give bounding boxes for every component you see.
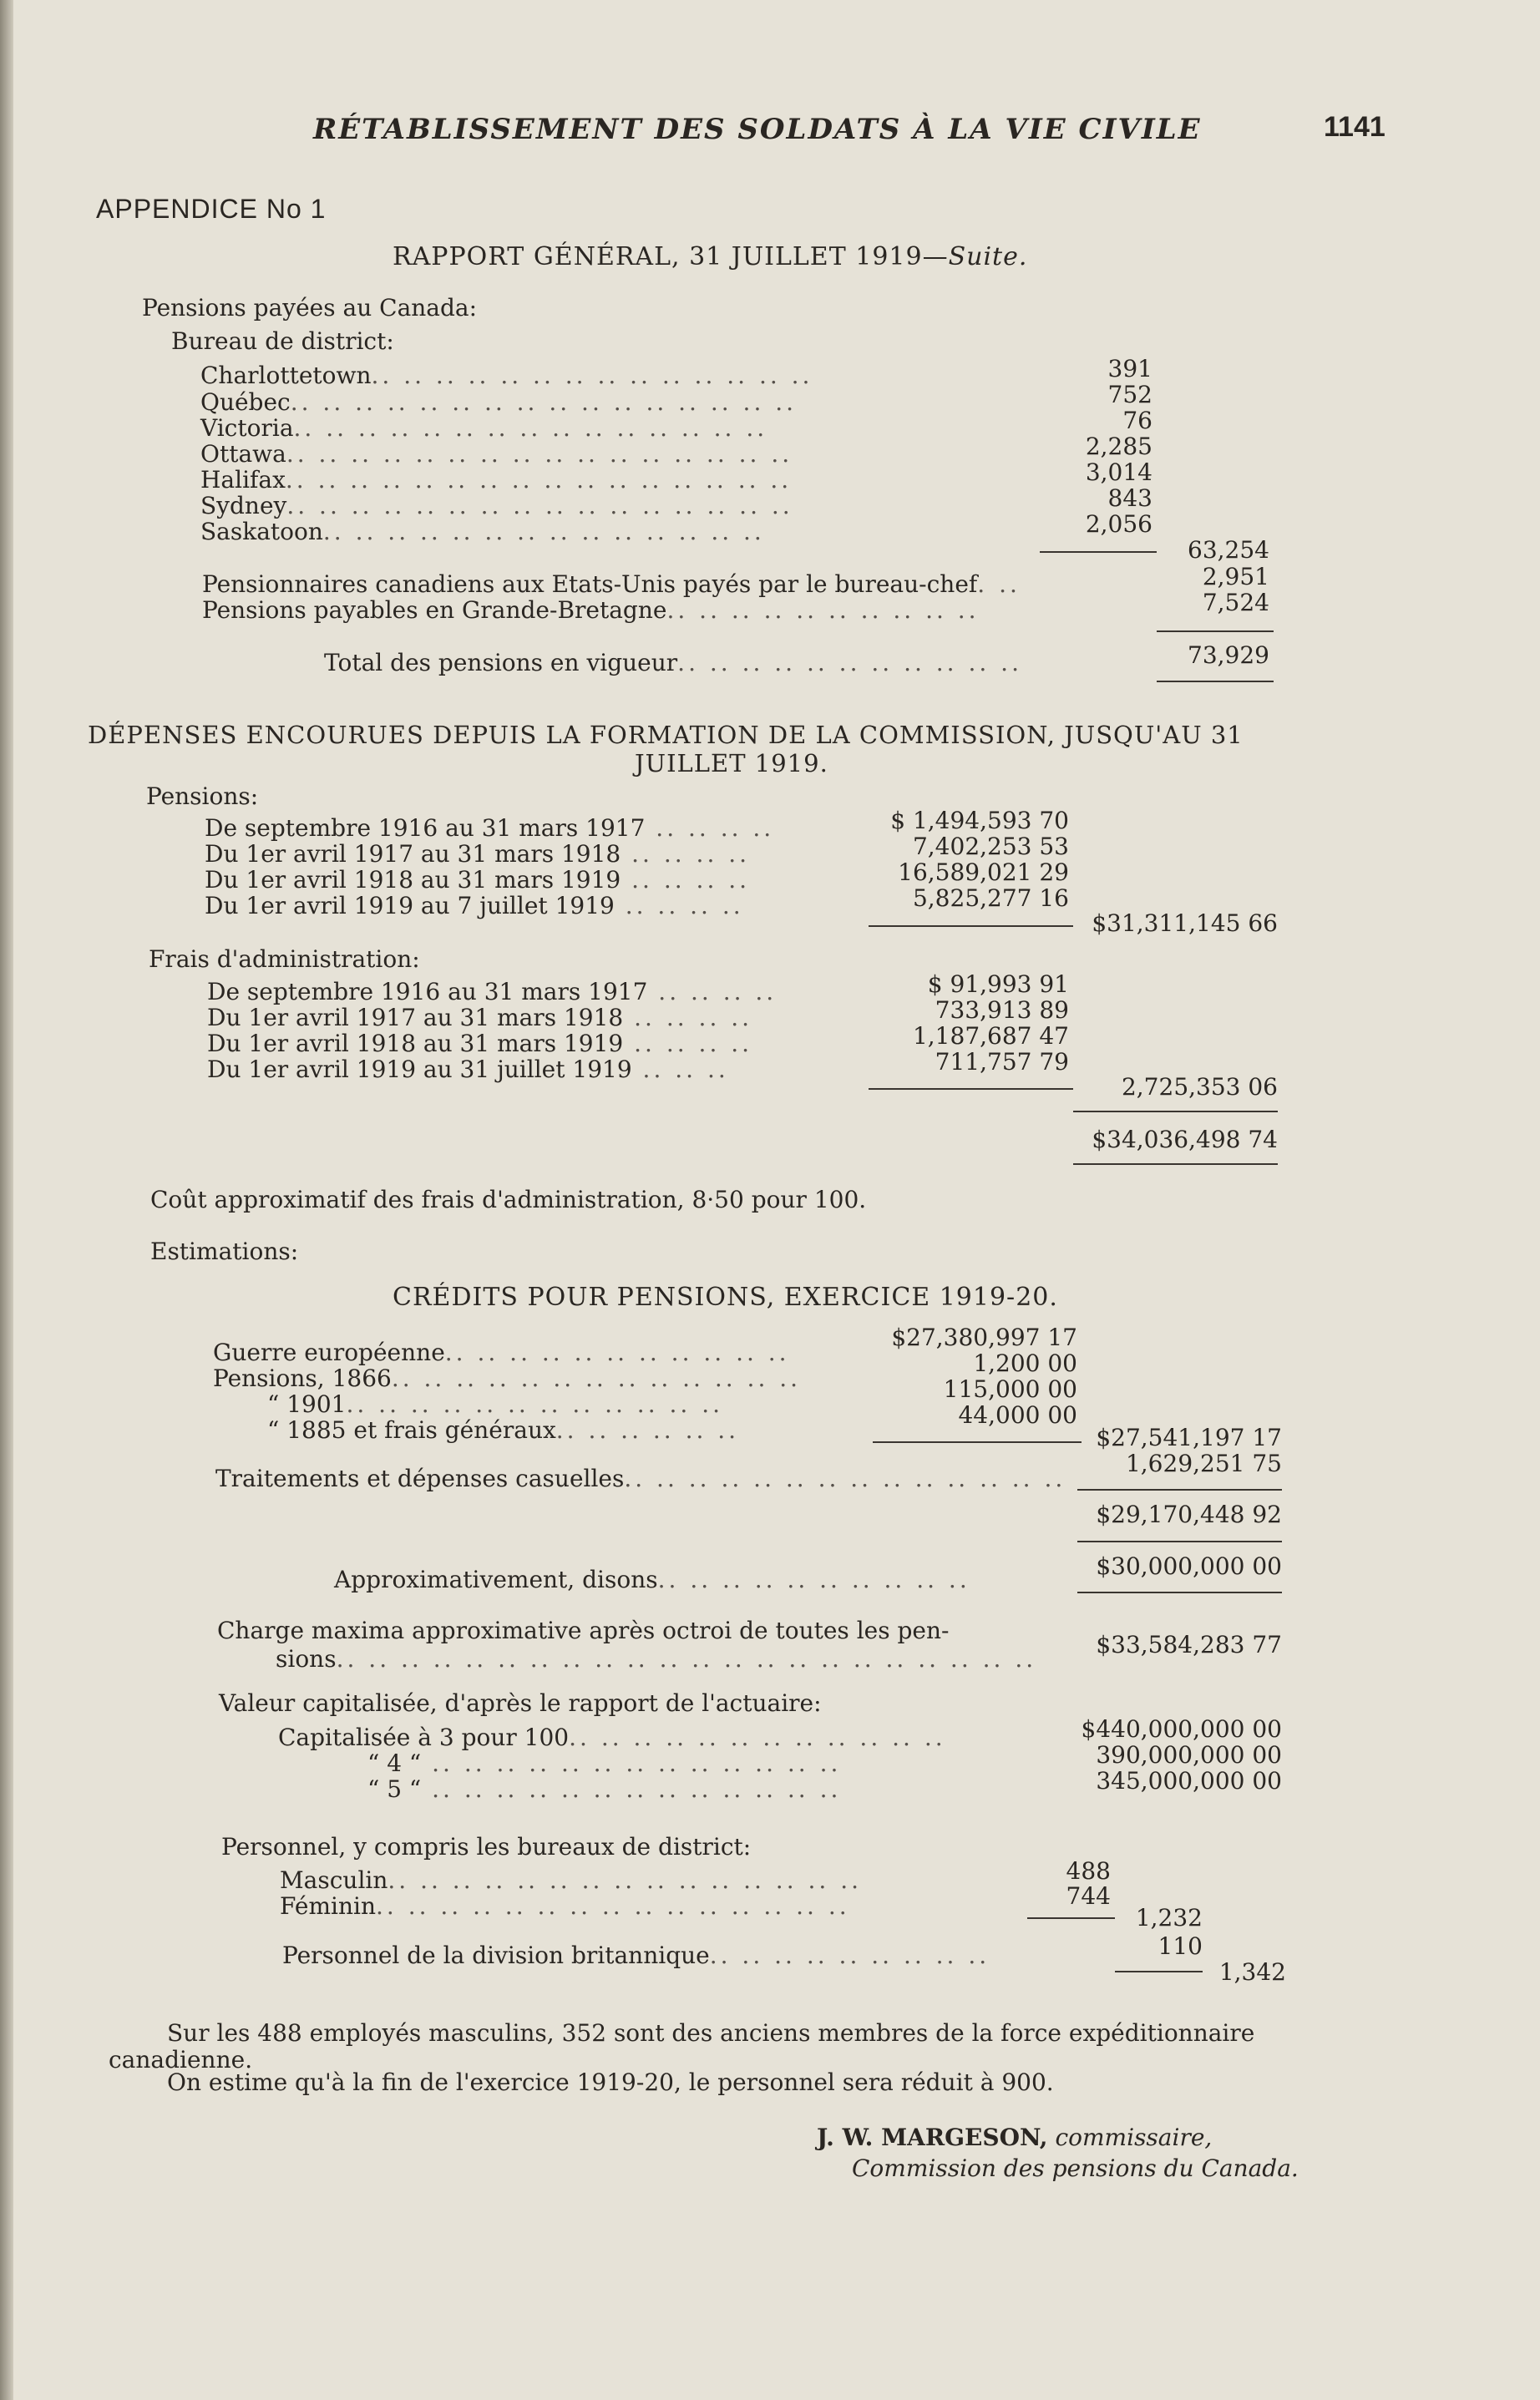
capital-row-value: 390,000,000 00 <box>1096 1741 1282 1769</box>
total-rule <box>1073 1111 1278 1112</box>
subtotal-rule <box>869 1088 1073 1090</box>
district-row-value: 752 <box>1107 381 1152 408</box>
capital-row-value: $440,000,000 00 <box>1081 1715 1282 1743</box>
expense-row-label: Du 1er avril 1917 au 31 mars 1918 .. .. .. .. <box>205 840 751 868</box>
credits-subtotal: $27,541,197 17 <box>1096 1424 1282 1451</box>
approx-value: $30,000,000 00 <box>1096 1552 1282 1580</box>
staff-british-value: 110 <box>1158 1932 1203 1960</box>
credit-row-label: Pensions, 1866.. .. .. .. .. .. .. .. .. .. .. .. .. <box>213 1365 802 1392</box>
expense-row-label: De septembre 1916 au 31 mars 1917 .. .. .. .. <box>205 814 775 842</box>
estimates-heading: Estimations: <box>150 1238 299 1265</box>
capital-row-label: “ 5 “ .. .. .. .. .. .. .. .. .. .. .. .. .. <box>367 1775 842 1803</box>
signature-organization: Commission des pensions du Canada. <box>852 2154 1299 2182</box>
note-line: Sur les 488 employés masculins, 352 sont des anciens membres de la force expéditionnaire <box>167 2019 1255 2047</box>
admin-row-value: 1,187,687 47 <box>912 1022 1069 1050</box>
max-charge-value: $33,584,283 77 <box>1096 1631 1282 1658</box>
admin-total: 2,725,353 06 <box>1121 1073 1278 1101</box>
admin-costs-heading: Frais d'administration: <box>149 945 420 973</box>
total-rule <box>1157 681 1274 682</box>
district-row-label: Halifax.. .. .. .. .. .. .. .. .. .. .. .. .. .. .. .. <box>200 466 793 494</box>
district-row-value: 391 <box>1107 355 1152 382</box>
gb-pensions-label: Pensions payables en Grande-Bretagne.. .. .. .. .. .. .. .. .. .. <box>202 596 980 624</box>
district-row-label: Sydney.. .. .. .. .. .. .. .. .. .. .. .. .. .. .. .. <box>200 492 793 519</box>
capital-row-label: Capitalisée à 3 pour 100.. .. .. .. .. .. .. .. .. .. .. .. <box>278 1724 946 1751</box>
usa-pensions-value: 2,951 <box>1202 563 1269 590</box>
district-row-label: Ottawa.. .. .. .. .. .. .. .. .. .. .. .. .. .. .. .. <box>200 440 793 468</box>
staff-subtotal: 1,232 <box>1135 1904 1203 1932</box>
expenses-grand-total: $34,036,498 74 <box>1092 1126 1278 1153</box>
staff-total: 1,342 <box>1218 1958 1286 1986</box>
expense-row-value: $ 1,494,593 70 <box>890 807 1069 834</box>
expenses-title-continued: JUILLET 1919. <box>635 749 828 777</box>
credit-row-value: 115,000 00 <box>943 1375 1077 1403</box>
page-number: 1141 <box>1324 111 1385 143</box>
staff-british-label: Personnel de la division britannique.. .. .. .. .. .. .. .. .. <box>282 1942 990 1969</box>
gb-pensions-value: 7,524 <box>1202 589 1269 616</box>
pensions-total-value: 73,929 <box>1188 641 1269 669</box>
signature: J. W. MARGESON, commissaire, <box>817 2124 1213 2151</box>
max-charge-label: Charge maxima approximative après octroi de toutes les pen- <box>217 1617 950 1644</box>
total-rule <box>1157 630 1274 632</box>
subtotal-rule <box>869 925 1073 927</box>
subtotal-rule <box>873 1441 1082 1443</box>
max-charge-label-continued: sions.. .. .. .. .. .. .. .. .. .. .. .. .. .. .. .. .. .. .. .. .. .. <box>276 1645 1037 1673</box>
admin-row-value: 711,757 79 <box>935 1048 1069 1076</box>
credits-total: $29,170,448 92 <box>1096 1501 1282 1528</box>
district-row-value: 2,056 <box>1085 510 1152 538</box>
credit-row-value: 44,000 00 <box>958 1401 1077 1429</box>
total-rule <box>1073 1163 1278 1165</box>
staff-male-label: Masculin.. .. .. .. .. .. .. .. .. .. .. .. .. .. .. <box>280 1866 863 1894</box>
credits-title: CRÉDITS POUR PENSIONS, EXERCICE 1919-20. <box>393 1283 1058 1312</box>
district-row-value: 2,285 <box>1085 433 1152 460</box>
expense-row-label: Du 1er avril 1919 au 7 juillet 1919 .. .. .. .. <box>205 892 744 919</box>
expense-row-value: 16,589,021 29 <box>898 858 1069 886</box>
district-row-label: Victoria.. .. .. .. .. .. .. .. .. .. .. .. .. .. .. <box>200 414 768 442</box>
admin-row-label: Du 1er avril 1917 au 31 mars 1918 .. .. .. .. <box>207 1004 753 1031</box>
staff-heading: Personnel, y compris les bureaux de district: <box>221 1833 752 1861</box>
usa-pensions-label: Pensionnaires canadiens aux Etats-Unis payés par le bureau-chef. .. <box>202 570 1021 598</box>
approx-label: Approximativement, disons.. .. .. .. .. .. .. .. .. .. <box>334 1566 970 1593</box>
total-rule <box>1077 1541 1282 1542</box>
pensions-total-label: Total des pensions en vigueur.. .. .. .. .. .. .. .. .. .. .. <box>324 649 1022 676</box>
subtotal-rule <box>1040 551 1157 553</box>
total-rule <box>1077 1592 1282 1593</box>
running-title: RÉTABLISSEMENT DES SOLDATS À LA VIE CIVILE <box>313 113 1202 146</box>
admin-row-value: $ 91,993 91 <box>927 970 1069 998</box>
capital-row-value: 345,000,000 00 <box>1096 1767 1282 1795</box>
pensions-heading: Pensions payées au Canada: <box>142 294 478 322</box>
staff-female-value: 744 <box>1066 1882 1111 1910</box>
district-row-label: Québec.. .. .. .. .. .. .. .. .. .. .. .. .. .. .. .. <box>200 388 798 416</box>
credit-row-value: 1,200 00 <box>973 1349 1077 1377</box>
capital-row-label: “ 4 “ .. .. .. .. .. .. .. .. .. .. .. .. .. <box>367 1749 842 1777</box>
expense-row-value: 7,402,253 53 <box>912 833 1069 860</box>
admin-row-label: Du 1er avril 1918 au 31 mars 1919 .. .. .. .. <box>207 1030 753 1057</box>
district-row-label: Charlottetown.. .. .. .. .. .. .. .. .. .. .. .. .. .. <box>200 362 813 389</box>
district-row-value: 76 <box>1122 407 1152 434</box>
admin-row-label: Du 1er avril 1919 au 31 juillet 1919 .. .. .. <box>207 1056 729 1083</box>
admin-row-label: De septembre 1916 au 31 mars 1917 .. .. .. .. <box>207 978 778 1005</box>
district-office-heading: Bureau de district: <box>171 327 394 355</box>
expenses-pensions-total: $31,311,145 66 <box>1092 909 1278 937</box>
note-line: canadienne. <box>109 2046 253 2073</box>
note-line: On estime qu'à la fin de l'exercice 1919-20, le personnel sera réduit à 900. <box>167 2068 1054 2096</box>
credit-row-value: $27,380,997 17 <box>891 1324 1077 1351</box>
staff-female-label: Féminin.. .. .. .. .. .. .. .. .. .. .. .. .. .. .. <box>280 1892 850 1920</box>
staff-male-value: 488 <box>1066 1857 1111 1885</box>
expenses-title: DÉPENSES ENCOURUES DEPUIS LA FORMATION DE LA COMMISSION, JUSQU'AU 31 <box>88 721 1244 749</box>
report-title: RAPPORT GÉNÉRAL, 31 JUILLET 1919—Suite. <box>393 242 1028 271</box>
credit-row-label: “ 1885 et frais généraux.. .. .. .. .. .. <box>267 1416 740 1444</box>
total-rule <box>1077 1489 1282 1491</box>
district-row-value: 3,014 <box>1085 458 1152 486</box>
capital-heading: Valeur capitalisée, d'après le rapport de l'actuaire: <box>219 1689 822 1717</box>
expense-row-label: Du 1er avril 1918 au 31 mars 1919 .. .. .. .. <box>205 866 751 894</box>
district-row-label: Saskatoon.. .. .. .. .. .. .. .. .. .. .. .. .. .. <box>200 518 765 545</box>
expenses-pensions-heading: Pensions: <box>146 782 259 810</box>
districts-total: 63,254 <box>1188 536 1269 564</box>
admin-row-value: 733,913 89 <box>935 996 1069 1024</box>
district-row-value: 843 <box>1107 484 1152 512</box>
appendix-label: APPENDICE No 1 <box>96 194 327 224</box>
expense-row-value: 5,825,277 16 <box>912 884 1069 912</box>
credit-row-label: “ 1901.. .. .. .. .. .. .. .. .. .. .. .. <box>267 1390 723 1418</box>
salaries-label: Traitements et dépenses casuelles.. .. .. .. .. .. .. .. .. .. .. .. .. .. <box>215 1465 1066 1492</box>
page-binding-edge <box>0 0 13 2400</box>
credit-row-label: Guerre européenne.. .. .. .. .. .. .. .. .. .. .. <box>213 1339 790 1366</box>
salaries-value: 1,629,251 75 <box>1125 1450 1282 1477</box>
admin-cost-note: Coût approximatif des frais d'administration, 8·50 pour 100. <box>150 1186 867 1213</box>
